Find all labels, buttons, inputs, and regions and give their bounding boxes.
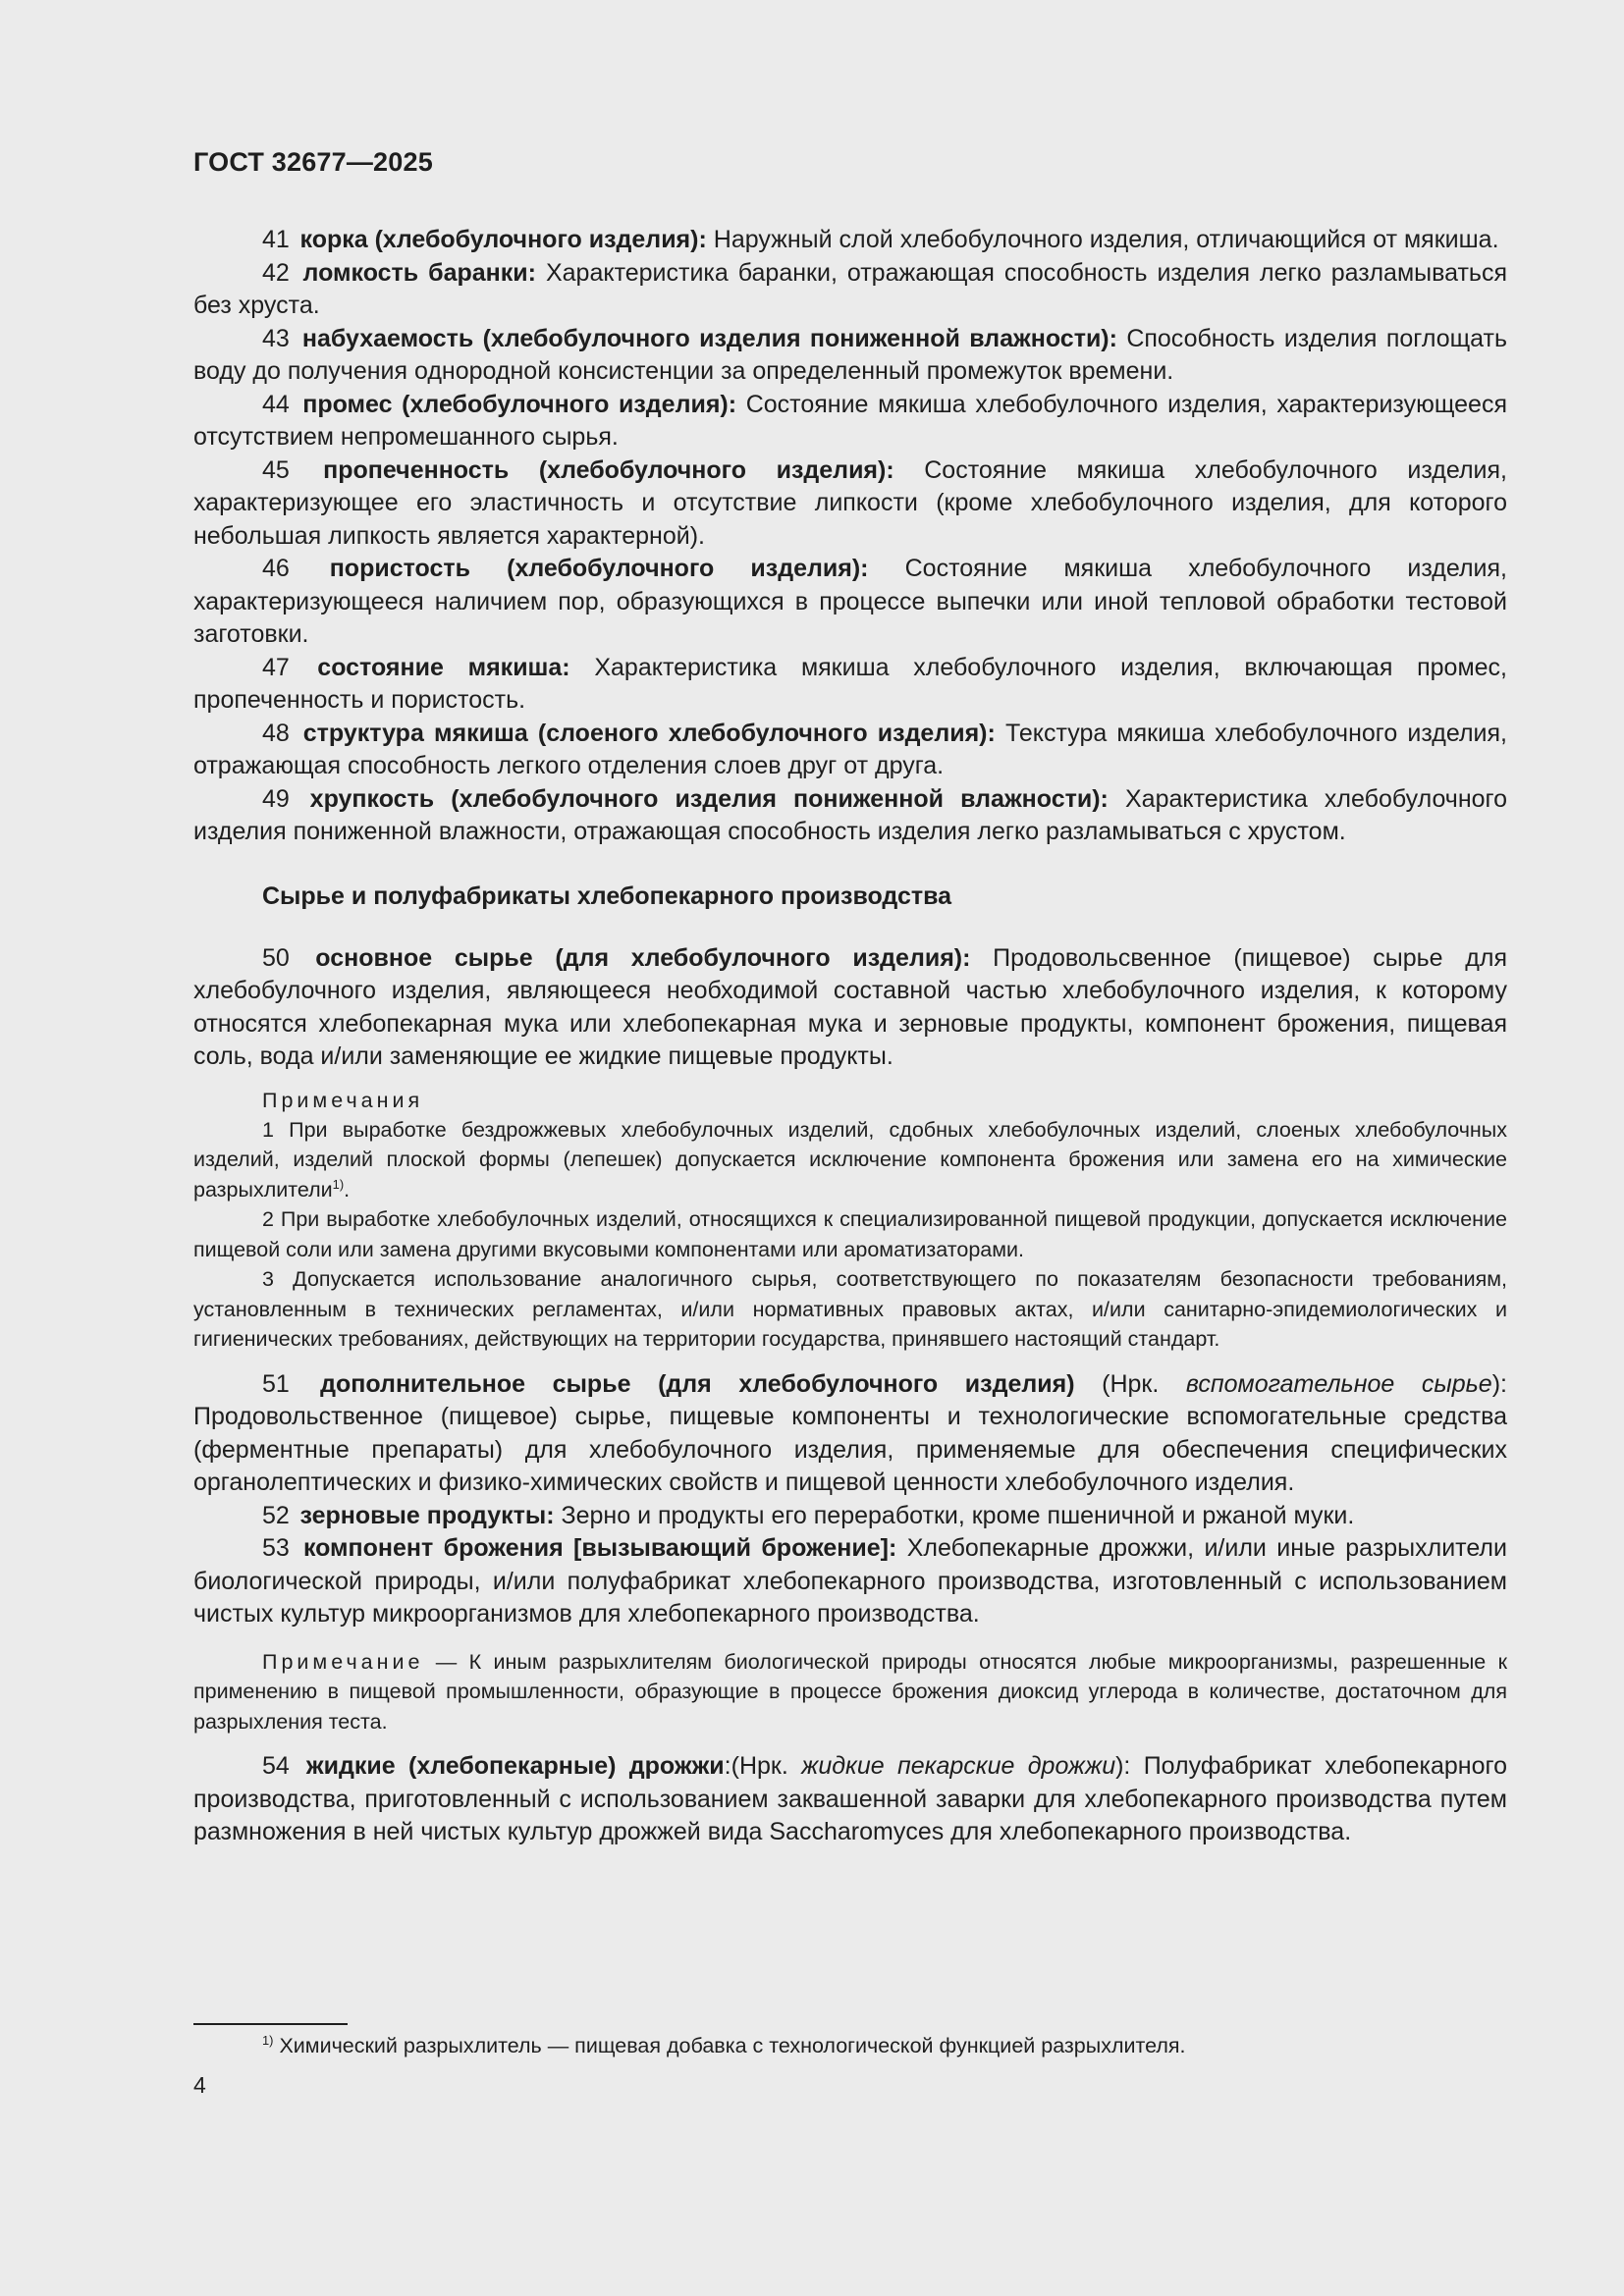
note-item [193, 1115, 1507, 1205]
term-pre: (Нрк. [1074, 1369, 1186, 1398]
note-item [193, 1647, 1507, 1737]
term-definition: Продовольсвенное (пищевое) сырье для хлебобулочного изделия, являющееся необходимой составной частью хлебобулочного изделия, к которому относятся хлебопекарная мука или хлебопекарная мука и зерновые продукты, компонент брожения, пищевая соль, вода и/или заменяющие ее жидкие пищевые продукты. [193, 943, 1508, 1070]
footnote-ref[interactable]: 1) [332, 1176, 345, 1192]
term-entry [193, 652, 1507, 718]
term-name: компонент брожения [вызывающий брожение]: [302, 1534, 897, 1562]
term-number: 44 [262, 390, 290, 418]
note-tail: . [344, 1177, 351, 1201]
term-definition: Характеристика хлебобулочного изделия пониженной влажности, отражающая способность изделия легко разламываться с хрустом. [193, 784, 1508, 845]
footnote-separator [193, 2023, 348, 2025]
term-number: 41 [262, 226, 290, 253]
term-definition: Способность изделия поглощать воду до получения однородной консистенции за определенный промежуток времени. [193, 324, 1507, 385]
term-name: промес (хлебобулочного изделия): [302, 390, 737, 418]
term-name: структура мякиша (слоеного хлебобулочного изделия): [302, 719, 996, 747]
term-entry [193, 224, 1507, 257]
term-name: зерновые продукты: [299, 1501, 555, 1529]
term-entry [193, 389, 1507, 454]
term-entry [193, 783, 1507, 849]
term-number: 48 [262, 719, 290, 747]
term-number: 54 [262, 1752, 290, 1780]
term-definition: Зерно и продукты его переработки, кроме пшеничной и ржаной муки. [554, 1501, 1355, 1529]
term-definition: Хлебопекарные дрожжи, и/или иные разрыхлители биологической природы, и/или полуфабрикат хлебопекарного производства, изготовленный с использованием чистых культур микроорганизмов для хлебопекарного производства. [193, 1534, 1507, 1628]
term-definition: Характеристика мякиша хлебобулочного изделия, включающая промес, пропеченность и пористость. [193, 653, 1507, 714]
term-entry [193, 1500, 1507, 1533]
term-entry [193, 718, 1507, 783]
note-block [193, 1647, 1507, 1737]
term-definition: Наружный слой хлебобулочного изделия, отличающийся от мякиша. [706, 226, 1499, 253]
note-text: 2 При выработке хлебобулочных изделий, относящихся к специализированной пищевой продукции, допускается исключение пищевой соли или замена другими вкусовыми компонентами или ароматизаторами. [193, 1207, 1507, 1261]
term-entry [193, 1532, 1507, 1631]
term-name: состояние мякиша: [317, 653, 570, 681]
term-name: дополнительное сырье (для хлебобулочного изделия) [320, 1369, 1075, 1398]
term-entry [193, 454, 1507, 554]
note-item [193, 1264, 1507, 1355]
term-list [193, 224, 1507, 849]
term-definition: Состояние мякиша хлебобулочного изделия, характеризующееся отсутствием непромешанного сырья. [193, 390, 1507, 451]
term-pre: :(Нрк. [724, 1752, 802, 1780]
note-text: — К иным разрыхлителям биологической природы относятся любые микроорганизмы, разрешенные к применению в пищевой промышленности, образующие в процессе брожения диоксид углерода в количестве, достаточном для разрыхления теста. [193, 1649, 1507, 1734]
term-name: хрупкость (хлебобулочного изделия пониженной влажности): [309, 784, 1109, 813]
term-entry [193, 1368, 1507, 1500]
note-text: 1 При выработке бездрожжевых хлебобулочных изделий, сдобных хлебобулочных изделий, слоеных хлебобулочных изделий, изделий плоской формы (лепешек) допускается исключение компонента брожения или замена его на химические разрыхлители [193, 1117, 1507, 1201]
term-entry [193, 1750, 1507, 1849]
term-synonym: вспомогательное сырье [1185, 1369, 1492, 1398]
term-definition: ): Продовольственное (пищевое) сырье, пищевые компоненты и технологические вспомогательные средства (ферментные препараты) для хлебобулочного изделия, применяемые для обеспечения специфических органолептических и физико-химических свойств и пищевой ценности хлебобулочного изделия. [193, 1369, 1507, 1496]
term-name: основное сырье (для хлебобулочного изделия): [315, 943, 971, 972]
term-definition: Состояние мякиша хлебобулочного изделия, характеризующееся наличием пор, образующихся в процессе выпечки или иной тепловой обработки тестовой заготовки. [193, 555, 1507, 648]
document-header: ГОСТ 32677—2025 [193, 147, 433, 177]
footnote-text: Химический разрыхлитель — пищевая добавка с технологической функцией разрыхлителя. [273, 2034, 1186, 2057]
term-number: 45 [262, 455, 290, 484]
term-number: 43 [262, 324, 290, 352]
term-name: набухаемость (хлебобулочного изделия пониженной влажности): [301, 324, 1117, 352]
term-number: 50 [262, 943, 290, 972]
section-title: Сырье и полуфабрикаты хлебопекарного производства [262, 881, 952, 910]
term-number: 52 [262, 1501, 290, 1529]
term-name: корка (хлебобулочного изделия): [299, 226, 707, 253]
term-entry [193, 553, 1507, 652]
term-number: 51 [262, 1369, 290, 1398]
term-name: ломкость баранки: [302, 258, 536, 287]
term-definition: ): Полуфабрикат хлебопекарного производства, приготовленный с использованием заквашенной заварки для хлебопекарного производства путем размножения в ней чистых культур дрожжей вида Saccharomyces для хлебопекарного производства. [193, 1752, 1507, 1845]
term-name: жидкие (хлебопекарные) дрожжи [305, 1752, 725, 1780]
term-name: пористость (хлебобулочного изделия): [329, 555, 869, 582]
term-number: 46 [262, 555, 290, 582]
term-name: пропеченность (хлебобулочного изделия): [323, 455, 894, 484]
note-text: 3 Допускается использование аналогичного сырья, соответствующего по показателям безопасности требованиям, установленным в технических регламентах, и/или нормативных правовых актах, и/или санитарно-эпидемиологических и гигиенических требованиях, действующих на территории государства, принявшего настоящий стандарт. [193, 1267, 1507, 1351]
page-content [193, 224, 1507, 1849]
term-number: 42 [262, 258, 290, 287]
term-definition: Текстура мякиша хлебобулочного изделия, отражающая способность легкого отделения слоев друг от друга. [193, 719, 1508, 779]
footnote-mark: 1) [262, 2032, 274, 2048]
notes-caption: Примечания [262, 1088, 424, 1112]
notes-block [193, 1086, 1507, 1355]
note-caption: Примечание [262, 1649, 424, 1674]
term-list [193, 1500, 1507, 1631]
term-definition: Характеристика баранки, отражающая способность изделия легко разламываться без хруста. [193, 258, 1507, 319]
term-entry [193, 942, 1507, 1074]
term-number: 47 [262, 653, 290, 681]
term-synonym: жидкие пекарские дрожжи [801, 1752, 1116, 1780]
note-item [193, 1204, 1507, 1264]
footnote [262, 2031, 1186, 2060]
page-number: 4 [193, 2072, 206, 2098]
term-number: 49 [262, 784, 290, 813]
term-definition: Состояние мякиша хлебобулочного изделия, характеризующее его эластичность и отсутствие липкости (кроме хлебобулочного изделия, для которого небольшая липкость является характерной). [193, 455, 1507, 550]
term-entry [193, 323, 1507, 389]
term-entry [193, 257, 1507, 323]
term-number: 53 [262, 1534, 290, 1562]
